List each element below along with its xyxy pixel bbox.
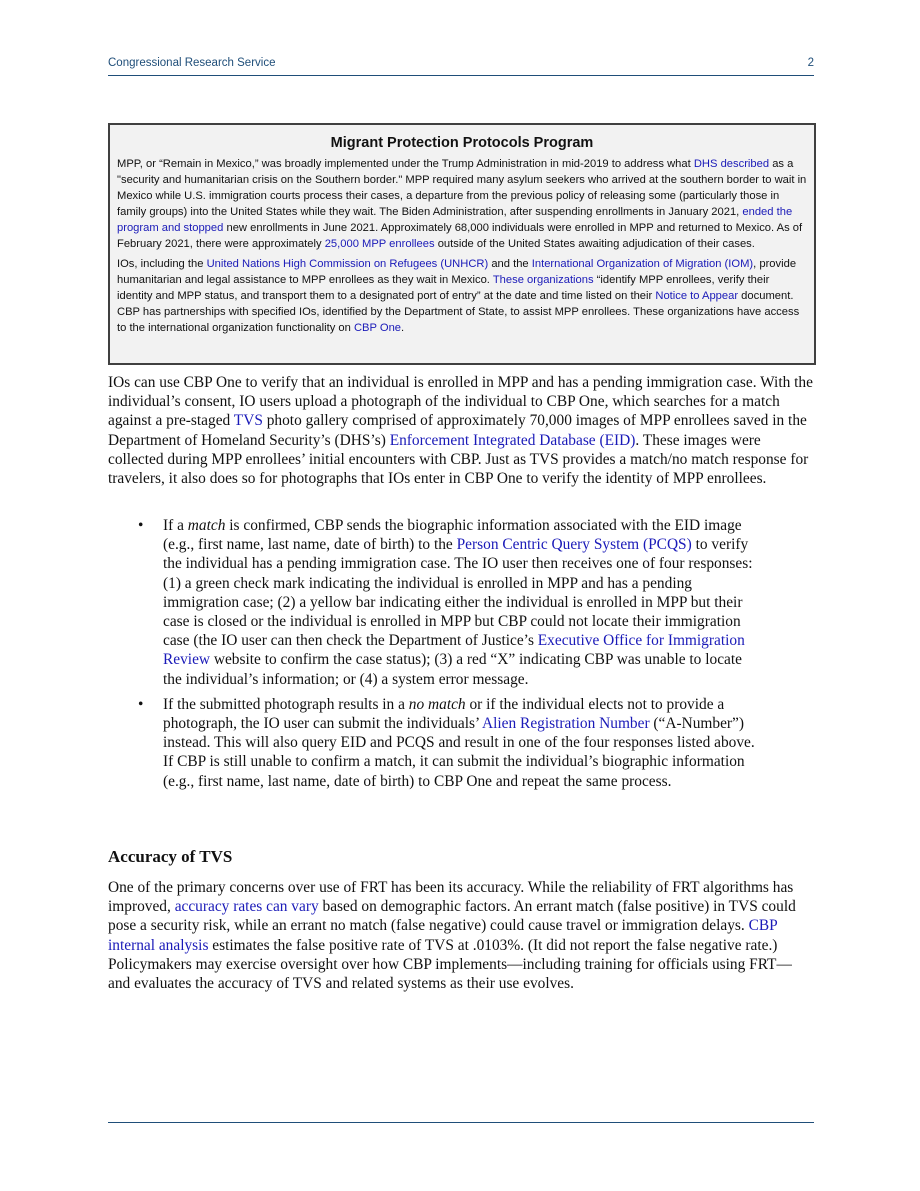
link-tvs[interactable]: TVS (233, 412, 263, 430)
footer-divider (108, 1122, 814, 1123)
emphasis: no match (408, 695, 466, 713)
text-run: as a "security and humanitarian crisis on the Southern border." MPP required many asylum seekers who arrived at the southern border to wait in Mexico while U.S. immigration courts process their cases, a departure from the previous policy of releasing some (particularly those in family groups) into the United States while they wait. The Biden Administration, after suspending enrollments in January 2021, (117, 158, 807, 218)
text-run: new enrollments in June 2021. Approximately 68,000 individuals were enrolled in MPP and returned to Mexico. As of February 2021, there were approximately (117, 221, 803, 250)
link-cbp-one[interactable]: CBP One (353, 322, 402, 335)
body-paragraph-2 (108, 878, 814, 993)
text-run: (“A-Number”) instead. This will also query EID and PCQS and result in one of the four responses listed above. If CBP is still unable to confirm a match, it can submit the individual’s biographic information (e.g., first name, last name, date of birth) to CBP One and repeat the same process. (163, 715, 755, 790)
link-cbp-internal-analysis[interactable]: CBP internal analysis (108, 917, 778, 954)
page-header (108, 57, 814, 76)
text-run: MPP, or “Remain in Mexico,” was broadly implemented under the Trump Administration in mid-2019 to address what (117, 158, 694, 170)
link-unhcr[interactable]: United Nations High Commission on Refugees (UNHCR) (206, 258, 489, 271)
list-item (108, 695, 758, 791)
sidebar-paragraph-2 (117, 257, 807, 337)
link-these-organizations[interactable]: These organizations (492, 274, 594, 287)
link-notice-to-appear[interactable]: Notice to Appear (655, 290, 739, 303)
text-run: outside of the United States awaiting adjudication of their cases. (434, 237, 755, 250)
sidebar-box (108, 123, 816, 365)
text-run: or if the individual elects not to provide a photograph, the IO user can submit the individuals’ (163, 695, 725, 733)
emphasis: match (187, 517, 226, 534)
body-paragraph-1 (108, 373, 814, 488)
section-heading: Accuracy of TVS (108, 847, 233, 866)
text-run: If a (163, 517, 188, 534)
text-run: based on demographic factors. An errant match (false positive) in TVS could pose a security risk, while an errant no match (false negative) could cause travel or immigration delays. (108, 898, 796, 935)
page-number: 2 (807, 57, 814, 69)
text-run: . These images were collected during MPP enrollees’ initial encounters with CBP. Just as TVS provides a match/no match response for travelers, it also does so for photographs that IOs enter in CBP One to verify the identity of MPP enrollees. (108, 431, 809, 488)
link-eoir[interactable]: Executive Office for Immigration Review (163, 632, 745, 669)
text-run: , provide humanitarian and legal assistance to MPP enrollees as they wait in Mexico. (117, 258, 797, 287)
sidebar-paragraph-1 (117, 157, 807, 252)
text-run: estimates the false positive rate of TVS at .0103%. (It did not report the false negative rate.) Policymakers may exercise oversight over how CBP implements—including training for officials using FRT—and evaluates the accuracy of TVS and related systems as their use evolves. (108, 936, 792, 993)
sidebar-title: Migrant Protection Protocols Program (330, 135, 594, 151)
link-eid[interactable]: Enforcement Integrated Database (EID) (389, 431, 636, 449)
header-publisher: Congressional Research Service (108, 57, 276, 69)
link-accuracy-rates[interactable]: accuracy rates can vary (174, 898, 319, 916)
link-alien-registration-number[interactable]: Alien Registration Number (482, 715, 650, 733)
text-run: . (401, 322, 405, 335)
text-run: If the submitted photograph results in a (163, 695, 409, 713)
link-mpp-enrollees[interactable]: 25,000 MPP enrollees (324, 237, 435, 250)
link-iom[interactable]: International Organization of Migration (IOM) (531, 258, 754, 271)
text-run: is confirmed, CBP sends the biographic information associated with the EID image (e.g., first name, last name, date of birth) to the (163, 517, 742, 554)
text-run: document. CBP has partnerships with specified IOs, identified by the Department of State, to assist MPP enrollees. These organizations have access to the international organization functionality on (117, 290, 800, 335)
text-run: to verify the individual has a pending immigration case. The IO user then receives one of four responses: (1) a green check mark indicating the individual is enrolled in MPP and has a pending immigration case; (2) a yellow bar indicating either the individual is enrolled in MPP but their case is closed or the individual is enrolled in MPP but CBP could not locate their immigration case (the IO user can then check the Department of Justice’s (163, 536, 753, 650)
text-run: photo gallery comprised of approximately 70,000 images of MPP enrollees saved in the Department of Homeland Security’s (DHS’s) (108, 412, 807, 449)
bullet-icon: • (138, 695, 144, 713)
text-run: IOs, including the (117, 258, 207, 271)
text-run: IOs can use CBP One to verify that an individual is enrolled in MPP and has a pending immigration case. With the individual’s consent, IO users upload a photograph of the individual to CBP One, which searches for a match against a pre-staged (108, 374, 813, 430)
text-run: website to confirm the case status); (3) a red “X” indicating CBP was unable to locate the individual’s information; or (4) a system error message. (163, 651, 742, 688)
text-run: and the (488, 258, 532, 271)
text-run: One of the primary concerns over use of FRT has been its accuracy. While the reliability of FRT algorithms has improved, (108, 879, 794, 916)
bullet-icon: • (138, 517, 144, 534)
link-pcqs[interactable]: Person Centric Query System (PCQS) (456, 536, 692, 554)
list-item (108, 516, 758, 689)
link-ended-program[interactable]: ended the program and stopped (117, 205, 793, 234)
bullet-list (108, 516, 814, 797)
text-run: “identify MPP enrollees, verify their identity and MPP status, and transport them to a designated port of entry” at the date and time listed on their (117, 274, 770, 303)
link-dhs-described[interactable]: DHS described (693, 158, 770, 170)
